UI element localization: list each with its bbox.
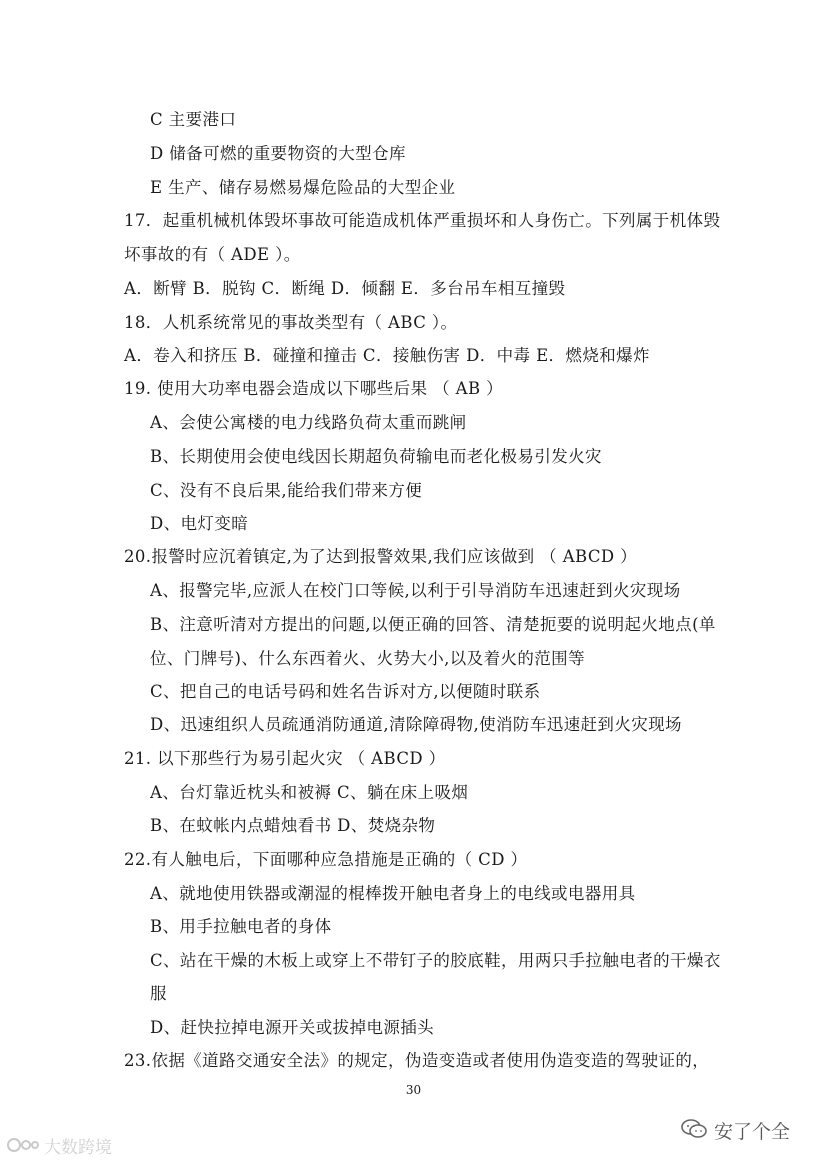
question-20: 20.报警时应沉着镇定,为了达到报警效果,我们应该做到 （ ABCD ） — [124, 547, 638, 566]
option-line: B、长期使用会使电线因长期超负荷输电而老化极易引发火灾 — [150, 447, 602, 466]
wechat-icon — [680, 1118, 708, 1147]
option-line: 位、门牌号)、什么东西着火、火势大小,以及着火的范围等 — [150, 649, 585, 668]
watermark-right-text: 安了个全 — [714, 1121, 791, 1143]
option-line: A、台灯靠近枕头和被褥 C、躺在床上吸烟 — [150, 783, 469, 802]
watermark-left — [6, 1136, 112, 1160]
question-17: 17．起重机械机体毁坏事故可能造成机体严重损坏和人身伤亡。下列属于机体毁 — [124, 211, 721, 230]
question-22: 22.有人触电后，下面哪种应急措施是正确的（ CD ） — [124, 850, 528, 869]
option-line: D、电灯变暗 — [150, 514, 249, 533]
option-line: D 储备可燃的重要物资的大型仓库 — [150, 144, 406, 163]
watermark-logo-icon — [6, 1136, 40, 1160]
option-line: C、把自己的电话号码和姓名告诉对方,以便随时联系 — [150, 682, 541, 701]
option-line: C 主要港口 — [150, 110, 237, 129]
options-18: A．卷入和挤压 B．碰撞和撞击 C．接触伤害 D．中毒 E．燃烧和爆炸 — [124, 346, 650, 365]
option-line: B、用手拉触电者的身体 — [150, 917, 332, 936]
page-number: 30 — [405, 1083, 422, 1097]
option-line: A、就地使用铁器或潮湿的棍棒拨开触电者身上的电线或电器用具 — [150, 884, 636, 903]
option-line: C、没有不良后果,能给我们带来方便 — [150, 481, 423, 500]
question-23: 23.依据《道路交通安全法》的规定，伪造变造或者使用伪造变造的驾驶证的， — [124, 1051, 710, 1070]
question-19: 19. 使用大功率电器会造成以下哪些后果 （ AB ） — [124, 379, 504, 398]
option-line: D、赶快拉掉电源开关或拔掉电源插头 — [150, 1018, 435, 1037]
option-line: C、站在干燥的木板上或穿上不带钉子的胶底鞋，用两只手拉触电者的干燥衣 — [150, 951, 721, 970]
option-line: E 生产、储存易燃易爆危险品的大型企业 — [150, 178, 456, 197]
option-line: B、在蚊帐内点蜡烛看书 D、焚烧杂物 — [150, 816, 436, 835]
question-18: 18．人机系统常见的事故类型有（ ABC ）。 — [124, 313, 458, 332]
question-17-continued: 坏事故的有（ ADE ）。 — [124, 245, 301, 264]
watermark-right — [680, 1118, 790, 1147]
options-17: A．断臂 B．脱钩 C．断绳 D．倾翻 E．多台吊车相互撞毁 — [124, 279, 566, 298]
option-line: A、报警完毕,应派人在校门口等候,以利于引导消防车迅速赶到火灾现场 — [150, 581, 681, 600]
option-line: D、迅速组织人员疏通消防通道,清除障碍物,使消防车迅速赶到火灾现场 — [150, 715, 682, 734]
option-line: A、会使公寓楼的电力线路负荷太重而跳闸 — [150, 413, 467, 432]
option-line: B、注意听清对方提出的问题,以便正确的回答、清楚扼要的说明起火地点(单 — [150, 615, 716, 634]
option-line: 服 — [150, 984, 167, 1003]
watermark-left-text: 大数跨境 — [44, 1138, 112, 1158]
question-21: 21. 以下那些行为易引起火灾 （ ABCD ） — [124, 749, 446, 768]
